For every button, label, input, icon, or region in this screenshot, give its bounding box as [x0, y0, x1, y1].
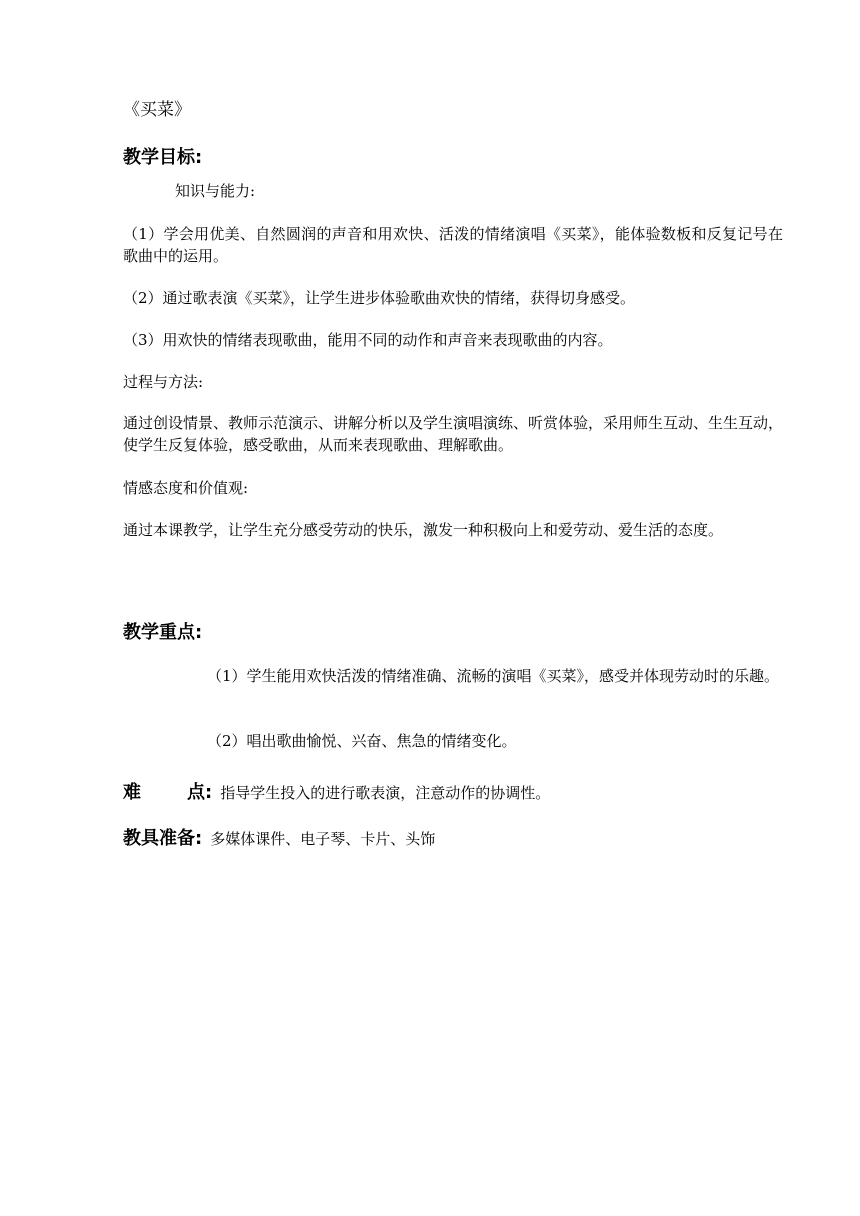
materials-row	[123, 828, 783, 850]
key-point-item-2: （2）唱出歌曲愉悦、兴奋、焦急的情绪变化。	[207, 732, 517, 750]
knowledge-label: 知识与能力:	[175, 182, 256, 200]
materials-text: 多媒体课件、电子琴、卡片、头饰	[210, 830, 436, 848]
difficulty-label-a: 难	[123, 782, 141, 803]
objective-item-2: （2）通过歌表演《买菜》，让学生进步体验歌曲欢快的情绪，获得切身感受。	[123, 289, 636, 307]
objective-item-1: （1）学会用优美、自然圆润的声音和用欢快、活泼的情绪演唱《买菜》，能体验数板和反复记号在歌曲中的运用。	[123, 225, 783, 265]
objectives-heading: 教学目标:	[123, 147, 203, 168]
difficulty-text: 指导学生投入的进行歌表演，注意动作的协调性。	[220, 784, 551, 802]
process-text: 通过创设情景、教师示范演示、讲解分析以及学生演唱演练、听赏体验，采用师生互动、生生互动，使学生反复体验，感受歌曲，从而来表现歌曲、理解歌曲。	[123, 414, 784, 454]
materials-label: 教具准备:	[123, 828, 203, 849]
process-label: 过程与方法:	[123, 373, 204, 391]
difficulty-label-b: 点:	[187, 782, 213, 803]
document-title: 《买菜》	[123, 100, 191, 120]
objective-item-3: （3）用欢快的情绪表现歌曲，能用不同的动作和声音来表现歌曲的内容。	[123, 331, 613, 349]
emotion-label: 情感态度和价值观:	[123, 479, 249, 497]
difficulty-row	[123, 782, 783, 804]
emotion-text: 通过本课教学，让学生充分感受劳动的快乐，激发一种积极向上和爱劳动、爱生活的态度。	[123, 521, 724, 539]
key-point-item-1: （1）学生能用欢快活泼的情绪准确、流畅的演唱《买菜》，感受并体现劳动时的乐趣。	[207, 667, 780, 685]
key-points-heading: 教学重点:	[123, 622, 203, 643]
